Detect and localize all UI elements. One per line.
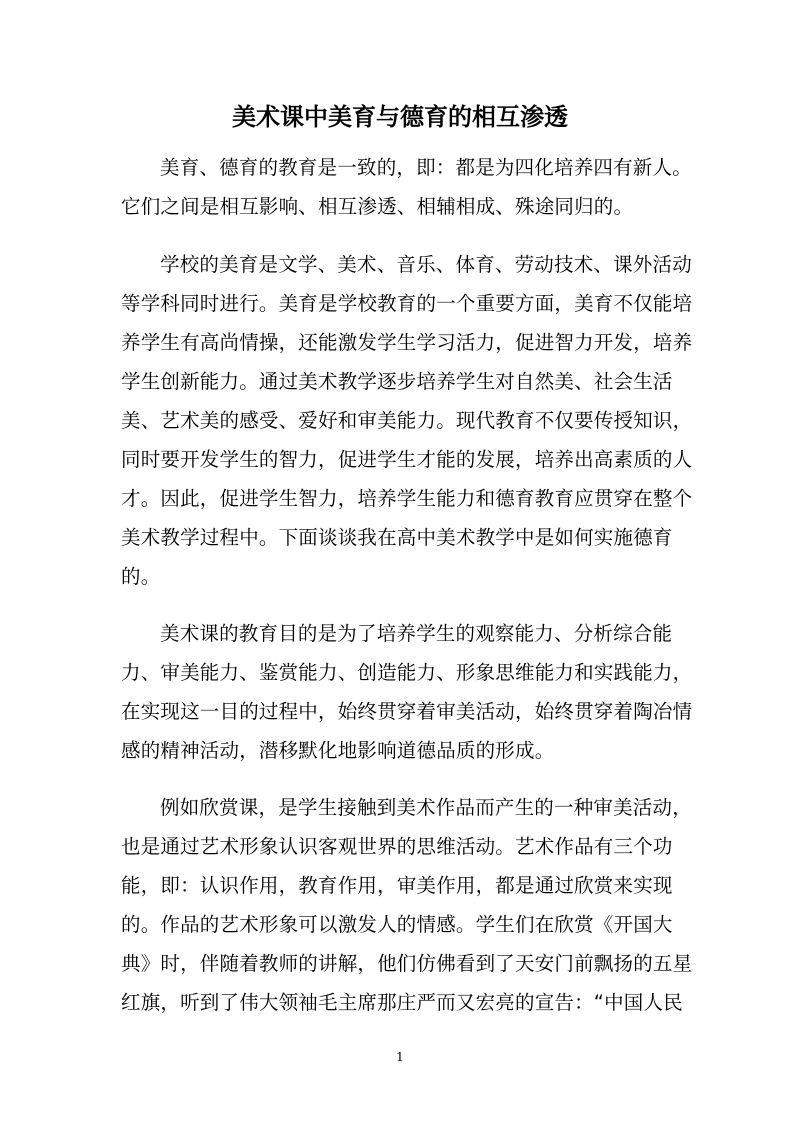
paragraph-line: 养学生有高尚情操，还能激发学生学习活力，促进智力开发，培养 [121,331,693,354]
paragraph-line: 力、审美能力、鉴赏能力、创造能力、形象思维能力和实践能力， [121,661,693,684]
paragraph-4 [121,788,693,1022]
paragraph-line: 美术课的教育目的是为了培养学生的观察能力、分析综合能 [160,622,673,645]
paragraph-line: 典》时，伴随着教师的讲解，他们仿佛看到了天安门前飘扬的五星 [121,952,693,975]
paragraph-line: 学生创新能力。通过美术教学逐步培养学生对自然美、社会生活 [121,370,673,393]
paragraph-line: 感的精神活动，潜移默化地影响道德品质的形成。 [121,739,555,762]
document-title: 美术课中美育与德育的相互渗透 [232,103,568,131]
paragraph-line: 在实现这一目的过程中，始终贯穿着审美活动，始终贯穿着陶冶情 [121,700,693,723]
paragraph-line: 学校的美育是文学、美术、音乐、体育、劳动技术、课外活动 [160,253,692,276]
paragraph-line: 等学科同时进行。美育是学校教育的一个重要方面，美育不仅能培 [121,292,693,315]
paragraph-line: 例如欣赏课，是学生接触到美术作品而产生的一种审美活动， [160,796,692,819]
paragraph-line: 红旗，听到了伟大领袖毛主席那庄严而又宏亮的宣告：“中国人民 [121,991,683,1014]
paragraph-line: 也是通过艺术形象认识客观世界的思维活动。艺术作品有三个功 [121,835,673,858]
page-number: 1 [396,1050,404,1064]
paragraph-line: 美术教学过程中。下面谈谈我在高中美术教学中是如何实施德育 [121,526,673,549]
paragraph-line: 同时要开发学生的智力，促进学生才能的发展，培养出高素质的人 [121,448,693,471]
paragraph-line: 的。 [121,565,161,588]
paragraph-2 [121,245,693,596]
paragraph-line: 它们之间是相互影响、相互渗透、相辅相成、殊途同归的。 [121,195,634,218]
paragraph-line: 才。因此，促进学生智力，培养学生能力和德育教育应贯穿在整个 [121,487,693,510]
paragraph-1 [121,148,692,226]
paragraph-line: 美、艺术美的感受、爱好和审美能力。现代教育不仅要传授知识， [121,409,693,432]
paragraph-line: 能，即：认识作用，教育作用，审美作用，都是通过欣赏来实现 [121,874,673,897]
paragraph-3 [121,614,693,770]
paragraph-line: 的。作品的艺术形象可以激发人的情感。学生们在欣赏《开国大 [121,913,673,936]
paragraph-line: 美育、德育的教育是一致的，即：都是为四化培养四有新人。 [160,156,692,179]
